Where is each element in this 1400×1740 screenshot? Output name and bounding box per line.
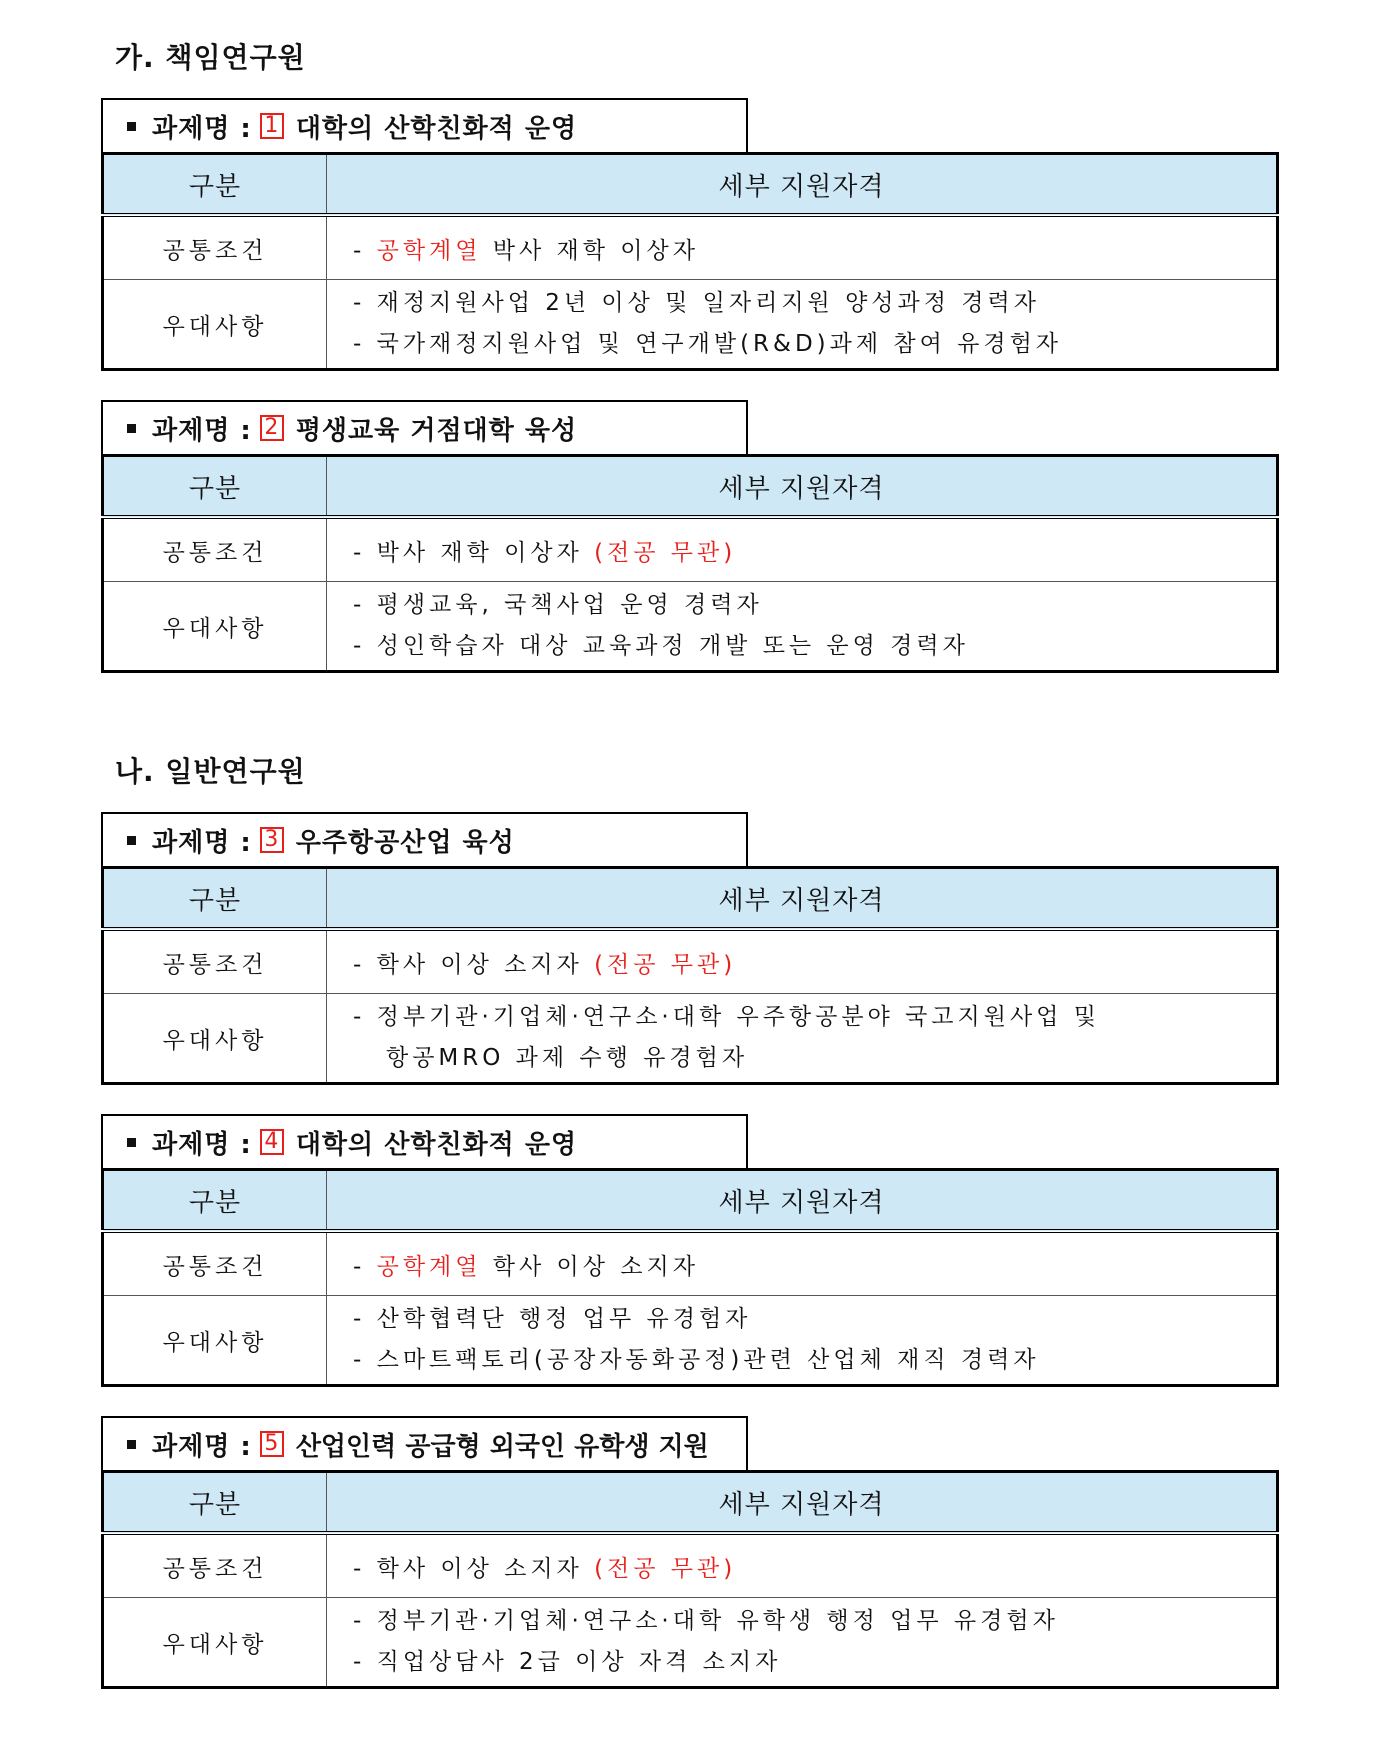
task-number-badge: 2 — [260, 415, 284, 441]
preferred-line: - 성인학습자 대상 교육과정 개발 또는 운영 경력자 — [353, 633, 969, 659]
common-label: 공통조건 — [103, 929, 327, 994]
header-details: 세부 지원자격 — [327, 1170, 1278, 1232]
preferred-line: - 국가재정지원사업 및 연구개발(R&D)과제 참여 유경험자 — [353, 331, 1063, 357]
header-details: 세부 지원자격 — [327, 1472, 1278, 1534]
task-title-box — [101, 1114, 748, 1168]
preferred-label: 우대사항 — [103, 582, 327, 672]
bullet-icon — [127, 122, 136, 131]
bullet-icon — [127, 1138, 136, 1147]
preferred-detail — [327, 1296, 1278, 1386]
qualification-table — [101, 1168, 1279, 1387]
task-title-prefix: 과제명 : — [152, 415, 252, 446]
preferred-label: 우대사항 — [103, 1296, 327, 1386]
common-label: 공통조건 — [103, 1231, 327, 1296]
common-text: - 학사 이상 소지자 — [353, 951, 595, 978]
task-title-prefix: 과제명 : — [152, 113, 252, 144]
common-label: 공통조건 — [103, 1533, 327, 1598]
highlight-text: 공학계열 — [376, 237, 482, 264]
header-category: 구분 — [103, 1170, 327, 1232]
preferred-line: - 평생교육, 국책사업 운영 경력자 — [353, 592, 763, 618]
header-details: 세부 지원자격 — [327, 868, 1278, 930]
task-title: 산업인력 공급형 외국인 유학생 지원 — [295, 1431, 709, 1462]
common-detail — [327, 215, 1278, 280]
common-detail — [327, 929, 1278, 994]
preferred-line: - 스마트팩토리(공장자동화공정)관련 산업체 재직 경력자 — [353, 1347, 1040, 1373]
preferred-line: - 정부기관·기업체·연구소·대학 유학생 행정 업무 유경험자 — [353, 1608, 1059, 1634]
task-title-box — [101, 812, 748, 866]
task-title: 대학의 산학친화적 운영 — [295, 113, 578, 144]
common-label: 공통조건 — [103, 517, 327, 582]
section-heading-responsible-researcher: 가. 책임연구원 — [115, 41, 306, 74]
highlight-text: (전공 무관) — [594, 1555, 737, 1582]
task-number-badge: 3 — [260, 827, 284, 853]
preferred-detail — [327, 280, 1278, 370]
common-text: - 학사 이상 소지자 — [353, 1555, 595, 1582]
highlight-text: (전공 무관) — [594, 539, 737, 566]
task-number-badge: 5 — [260, 1431, 284, 1457]
header-details: 세부 지원자격 — [327, 154, 1278, 216]
preferred-label: 우대사항 — [103, 1598, 327, 1688]
qualification-table — [101, 454, 1279, 673]
dash: - — [353, 237, 377, 264]
qualification-table — [101, 152, 1279, 371]
common-label: 공통조건 — [103, 215, 327, 280]
preferred-label: 우대사항 — [103, 994, 327, 1084]
common-detail — [327, 517, 1278, 582]
task-block-1 — [101, 98, 1276, 371]
task-title-prefix: 과제명 : — [152, 1129, 252, 1160]
task-block-5 — [101, 1416, 1276, 1689]
preferred-line: - 재정지원사업 2년 이상 및 일자리지원 양성과정 경력자 — [353, 290, 1040, 316]
task-block-2 — [101, 400, 1276, 673]
preferred-line: - 직업상담사 2급 이상 자격 소지자 — [353, 1649, 782, 1675]
preferred-detail — [327, 1598, 1278, 1688]
common-text: 박사 재학 이상자 — [481, 237, 699, 264]
header-category: 구분 — [103, 456, 327, 518]
task-number-badge: 1 — [260, 113, 284, 139]
dash: - — [353, 1253, 377, 1280]
common-detail — [327, 1533, 1278, 1598]
highlight-text: 공학계열 — [376, 1253, 482, 1280]
task-block-4 — [101, 1114, 1276, 1387]
task-title: 대학의 산학친화적 운영 — [295, 1129, 578, 1160]
header-category: 구분 — [103, 1472, 327, 1534]
task-title-box — [101, 98, 748, 152]
header-category: 구분 — [103, 154, 327, 216]
bullet-icon — [127, 424, 136, 433]
task-title-box — [101, 400, 748, 454]
task-title-prefix: 과제명 : — [152, 827, 252, 858]
task-title-prefix: 과제명 : — [152, 1431, 252, 1462]
task-title: 우주항공산업 육성 — [295, 827, 515, 858]
header-category: 구분 — [103, 868, 327, 930]
qualification-table — [101, 1470, 1279, 1689]
preferred-line: - 정부기관·기업체·연구소·대학 우주항공분야 국고지원사업 및 — [353, 1004, 1100, 1030]
section-heading-general-researcher: 나. 일반연구원 — [115, 755, 306, 788]
qualification-table — [101, 866, 1279, 1085]
header-details: 세부 지원자격 — [327, 456, 1278, 518]
common-detail — [327, 1231, 1278, 1296]
task-title: 평생교육 거점대학 육성 — [295, 415, 578, 446]
highlight-text: (전공 무관) — [594, 951, 737, 978]
bullet-icon — [127, 836, 136, 845]
common-text: 학사 이상 소지자 — [481, 1253, 699, 1280]
preferred-line: 항공MRO 과제 수행 유경험자 — [386, 1045, 749, 1071]
task-block-3 — [101, 812, 1276, 1085]
preferred-detail — [327, 994, 1278, 1084]
preferred-line: - 산학협력단 행정 업무 유경험자 — [353, 1306, 752, 1332]
common-text: - 박사 재학 이상자 — [353, 539, 595, 566]
task-number-badge: 4 — [260, 1129, 284, 1155]
task-title-box — [101, 1416, 748, 1470]
preferred-label: 우대사항 — [103, 280, 327, 370]
preferred-detail — [327, 582, 1278, 672]
bullet-icon — [127, 1440, 136, 1449]
